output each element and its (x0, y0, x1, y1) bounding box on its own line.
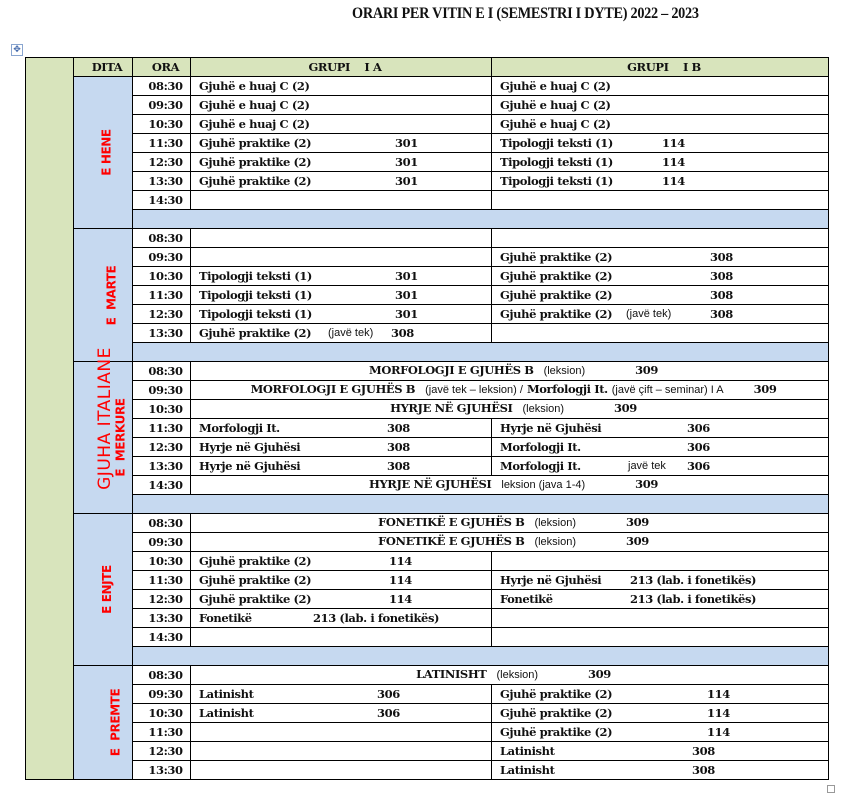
group-b-cell (492, 685, 829, 704)
course-name: Gjuhë praktike (2) (500, 268, 613, 283)
group-a-cell (191, 438, 492, 457)
room-number: 309 (635, 477, 658, 491)
time-cell: 11:30 (133, 134, 191, 153)
course-name: FONETIKË E GJUHËS B (378, 534, 525, 548)
room-number: 308 (710, 268, 733, 283)
cell-content (500, 591, 828, 608)
cell-content (199, 173, 491, 190)
time-cell: 14:30 (133, 476, 191, 495)
course-note: (leksion) (522, 403, 565, 415)
cell-content (500, 268, 828, 285)
course-name: Gjuhë praktike (2) (199, 154, 312, 169)
table-row (26, 723, 829, 742)
day-label: E ENJTE (99, 565, 114, 614)
room-number: 213 (lab. i fonetikës) (630, 572, 757, 587)
group-b-cell (492, 305, 829, 324)
cell-content (500, 154, 828, 171)
course-name: Fonetikë (199, 610, 252, 625)
header-group-b (492, 58, 829, 77)
course-note: (leksion) (543, 365, 586, 377)
course-note: (leksion) (534, 536, 577, 548)
cell-content (199, 325, 491, 342)
room-number: 308 (710, 287, 733, 302)
room-number: 213 (lab. i fonetikës) (313, 610, 440, 625)
page-title: ORARI PER VITIN E I (SEMESTRI I DYTE) 2022 – 2023 (352, 5, 699, 22)
course-name: Gjuhë e huaj C (2) (199, 78, 310, 93)
group-a-cell (191, 324, 492, 343)
table-row (26, 457, 829, 476)
cell-content (199, 591, 491, 608)
group-a-cell (191, 704, 492, 723)
group-a-cell (191, 609, 492, 628)
table-resize-handle-icon[interactable] (827, 785, 835, 793)
cell-content (199, 686, 491, 703)
table-row (26, 514, 829, 533)
time-cell: 12:30 (133, 305, 191, 324)
group-a-cell (191, 248, 492, 267)
group-b-cell (492, 115, 829, 134)
joint-course-cell (191, 476, 829, 495)
course-name-extra: Morfologji It. (526, 382, 608, 396)
time-cell: 08:30 (133, 362, 191, 381)
room-number: 213 (lab. i fonetikës) (630, 591, 757, 606)
room-number: 114 (389, 553, 412, 568)
table-row (26, 229, 829, 248)
room-number: 309 (753, 382, 777, 396)
header-group-a-label: GRUPI I A (308, 59, 382, 74)
joint-course-cell (191, 514, 829, 533)
day-cell (74, 77, 133, 229)
cell-content (199, 154, 491, 171)
table-row (26, 286, 829, 305)
header-row (26, 58, 829, 77)
course-name: Hyrje në Gjuhësi (500, 572, 602, 587)
course-name: Hyrje në Gjuhësi (500, 420, 602, 435)
group-b-cell (492, 248, 829, 267)
joint-course-cell (191, 362, 829, 381)
group-a-cell (191, 723, 492, 742)
course-name: Tipologji teksti (1) (199, 268, 312, 283)
time-cell: 10:30 (133, 552, 191, 571)
table-row (26, 609, 829, 628)
course-name: Latinisht (199, 686, 254, 701)
group-a-cell (191, 191, 492, 210)
course-name: FONETIKË E GJUHËS B (378, 515, 525, 529)
room-number: 308 (387, 420, 410, 435)
day-separator (133, 647, 829, 666)
room-number: 114 (707, 724, 730, 739)
course-name: Latinisht (500, 762, 555, 777)
time-cell: 13:30 (133, 324, 191, 343)
course-name: Gjuhë praktike (2) (500, 705, 613, 720)
table-row (26, 248, 829, 267)
header-dita: DITA (74, 58, 133, 77)
cell-content (500, 705, 828, 722)
room-number: 301 (395, 154, 418, 169)
course-name: Gjuhë praktike (2) (500, 724, 613, 739)
course-note: (leksion) (534, 517, 577, 529)
day-separator (133, 343, 829, 362)
time-cell: 09:30 (133, 533, 191, 552)
group-a-cell (191, 457, 492, 476)
course-name: MORFOLOGJI E GJUHËS B (369, 363, 534, 377)
joint-course-cell (191, 400, 829, 419)
room-number: 308 (692, 743, 715, 758)
time-cell: 13:30 (133, 457, 191, 476)
time-cell: 08:30 (133, 229, 191, 248)
time-cell: 13:30 (133, 761, 191, 780)
room-number: 308 (387, 458, 410, 473)
group-a-cell (191, 305, 492, 324)
course-note: (javë tek) (626, 307, 672, 320)
table-row (26, 666, 829, 685)
course-name: Morfologji It. (500, 439, 581, 454)
course-name: Gjuhë praktike (2) (500, 249, 613, 264)
header-group-b-label: GRUPI I B (627, 59, 701, 74)
table-row (26, 742, 829, 761)
course-note-extra: (javë çift – seminar) I A (611, 384, 724, 396)
course-note: (leksion) (496, 669, 539, 681)
time-cell: 08:30 (133, 514, 191, 533)
group-b-cell (492, 153, 829, 172)
day-separator-row (26, 210, 829, 229)
schedule-table (25, 57, 829, 780)
course-name: Gjuhë praktike (2) (199, 135, 312, 150)
room-number: 114 (662, 173, 685, 188)
group-b-cell (492, 229, 829, 248)
day-cell (74, 514, 133, 666)
cell-content (199, 135, 491, 152)
time-cell: 11:30 (133, 419, 191, 438)
table-row (26, 324, 829, 343)
room-number: 301 (395, 135, 418, 150)
cell-content (199, 458, 491, 475)
time-cell: 14:30 (133, 628, 191, 647)
table-row (26, 305, 829, 324)
cell-content (500, 420, 828, 437)
cell-content (199, 610, 491, 627)
room-number: 309 (626, 534, 649, 548)
course-name: LATINISHT (416, 667, 487, 681)
group-b-cell (492, 172, 829, 191)
table-row (26, 362, 829, 381)
course-name: Tipologji teksti (1) (500, 154, 613, 169)
group-a-cell (191, 134, 492, 153)
cell-content (199, 78, 491, 95)
course-name: Gjuhë praktike (2) (199, 553, 312, 568)
course-name: Fonetikë (500, 591, 553, 606)
table-row (26, 115, 829, 134)
day-separator-row (26, 495, 829, 514)
group-a-cell (191, 628, 492, 647)
group-a-cell (191, 229, 492, 248)
room-number: 114 (662, 135, 685, 150)
group-a-cell (191, 761, 492, 780)
group-b-cell (492, 761, 829, 780)
time-cell: 10:30 (133, 400, 191, 419)
time-cell: 10:30 (133, 267, 191, 286)
course-name: Gjuhë praktike (2) (199, 572, 312, 587)
joint-course-cell (191, 533, 829, 552)
group-b-cell (492, 723, 829, 742)
cell-content (199, 553, 491, 570)
room-number: 301 (395, 173, 418, 188)
cell-content (199, 287, 491, 304)
cell-content (500, 116, 828, 133)
header-ora: ORA (133, 58, 191, 77)
table-row (26, 400, 829, 419)
course-name: Gjuhë praktike (2) (199, 325, 312, 340)
time-cell: 09:30 (133, 381, 191, 400)
time-cell: 13:30 (133, 609, 191, 628)
course-name: Morfologji It. (199, 420, 280, 435)
course-name: Tipologji teksti (1) (500, 135, 613, 150)
joint-course-cell (191, 381, 829, 400)
group-a-cell (191, 172, 492, 191)
time-cell: 14:30 (133, 191, 191, 210)
course-note: javë tek (628, 459, 666, 472)
room-number: 309 (614, 401, 637, 415)
day-label: E HENE (99, 129, 114, 176)
table-row (26, 172, 829, 191)
time-cell: 11:30 (133, 286, 191, 305)
table-row (26, 761, 829, 780)
group-a-cell (191, 286, 492, 305)
cell-content (500, 762, 828, 779)
group-b-cell (492, 134, 829, 153)
room-number: 114 (662, 154, 685, 169)
group-a-cell (191, 419, 492, 438)
cell-content (199, 705, 491, 722)
cell-content (500, 743, 828, 760)
course-name: Hyrje në Gjuhësi (199, 458, 301, 473)
room-number: 306 (687, 420, 710, 435)
day-label: E MERKURE (113, 398, 128, 477)
course-name: Gjuhë praktike (2) (199, 591, 312, 606)
room-number: 308 (710, 249, 733, 264)
course-name: HYRJE NË GJUHËSI (369, 477, 492, 491)
cell-content (199, 420, 491, 437)
group-b-cell (492, 609, 829, 628)
time-cell: 09:30 (133, 685, 191, 704)
room-number: 306 (377, 686, 400, 701)
group-a-cell (191, 153, 492, 172)
room-number: 309 (626, 515, 649, 529)
time-cell: 08:30 (133, 666, 191, 685)
cell-content (500, 97, 828, 114)
time-cell: 11:30 (133, 571, 191, 590)
group-a-cell (191, 685, 492, 704)
room-number: 306 (687, 458, 710, 473)
room-number: 301 (395, 306, 418, 321)
table-row (26, 590, 829, 609)
group-b-cell (492, 324, 829, 343)
course-name: Gjuhë e huaj C (2) (199, 116, 310, 131)
course-name: Gjuhë praktike (2) (500, 306, 613, 321)
course-name: Gjuhë praktike (2) (500, 686, 613, 701)
table-row (26, 552, 829, 571)
table-row (26, 533, 829, 552)
time-cell: 09:30 (133, 248, 191, 267)
group-a-cell (191, 96, 492, 115)
table-row (26, 134, 829, 153)
group-b-cell (492, 419, 829, 438)
cell-content (500, 135, 828, 152)
group-b-cell (492, 191, 829, 210)
course-name: Gjuhë praktike (2) (199, 173, 312, 188)
day-separator-row (26, 343, 829, 362)
cell-content (500, 572, 828, 589)
cell-content (500, 458, 828, 475)
day-label: E PREMTE (108, 688, 123, 757)
room-number: 308 (391, 325, 414, 340)
group-b-cell (492, 286, 829, 305)
day-cell (74, 666, 133, 780)
room-number: 114 (707, 705, 730, 720)
cell-content (500, 439, 828, 456)
course-name: Latinisht (199, 705, 254, 720)
joint-course-cell (191, 666, 829, 685)
cell-content (500, 686, 828, 703)
time-cell: 12:30 (133, 742, 191, 761)
table-row (26, 476, 829, 495)
time-cell: 10:30 (133, 704, 191, 723)
group-a-cell (191, 115, 492, 134)
group-b-cell (492, 571, 829, 590)
cell-content (500, 249, 828, 266)
time-cell: 12:30 (133, 153, 191, 172)
table-row (26, 77, 829, 96)
room-number: 308 (692, 762, 715, 777)
course-note: (javë tek) (328, 326, 374, 339)
cell-content (199, 116, 491, 133)
cell-content (500, 173, 828, 190)
room-number: 308 (387, 439, 410, 454)
room-number: 114 (389, 591, 412, 606)
course-name: Tipologji teksti (1) (199, 306, 312, 321)
table-row (26, 153, 829, 172)
room-number: 301 (395, 268, 418, 283)
time-cell: 12:30 (133, 590, 191, 609)
group-a-cell (191, 590, 492, 609)
group-b-cell (492, 552, 829, 571)
table-row (26, 96, 829, 115)
cell-content (199, 572, 491, 589)
day-separator (133, 210, 829, 229)
course-name: Tipologji teksti (1) (199, 287, 312, 302)
course-name: Gjuhë e huaj C (2) (500, 97, 611, 112)
table-row (26, 191, 829, 210)
cell-content (199, 306, 491, 323)
cell-content (500, 724, 828, 741)
room-number: 309 (635, 363, 658, 377)
day-separator (133, 495, 829, 514)
group-a-cell (191, 742, 492, 761)
time-cell: 08:30 (133, 77, 191, 96)
table-row (26, 571, 829, 590)
course-name: Gjuhë e huaj C (2) (199, 97, 310, 112)
table-row (26, 381, 829, 400)
program-label: GJUHA ITALIANE (94, 346, 115, 490)
course-name: Hyrje në Gjuhësi (199, 439, 301, 454)
day-cell (74, 229, 133, 362)
group-a-cell (191, 571, 492, 590)
table-row (26, 628, 829, 647)
table-row (26, 685, 829, 704)
group-b-cell (492, 96, 829, 115)
course-note: (javë tek – leksion) / (425, 384, 523, 396)
group-b-cell (492, 77, 829, 96)
room-number: 301 (395, 287, 418, 302)
cell-content (500, 287, 828, 304)
course-name: Gjuhë e huaj C (2) (500, 116, 611, 131)
cell-content (199, 268, 491, 285)
course-name: Morfologji It. (500, 458, 581, 473)
group-a-cell (191, 267, 492, 286)
group-b-cell (492, 628, 829, 647)
group-a-cell (191, 552, 492, 571)
time-cell: 13:30 (133, 172, 191, 191)
course-name: HYRJE NË GJUHËSI (390, 401, 513, 415)
course-name: Gjuhë e huaj C (2) (500, 78, 611, 93)
room-number: 308 (710, 306, 733, 321)
room-number: 114 (707, 686, 730, 701)
group-b-cell (492, 457, 829, 476)
cell-content (500, 78, 828, 95)
cell-content (500, 306, 828, 323)
group-b-cell (492, 590, 829, 609)
cell-content (199, 439, 491, 456)
table-row (26, 267, 829, 286)
course-name: MORFOLOGJI E GJUHËS B (250, 382, 416, 396)
cell-content (199, 97, 491, 114)
day-separator-row (26, 647, 829, 666)
time-cell: 10:30 (133, 115, 191, 134)
table-row (26, 438, 829, 457)
group-b-cell (492, 742, 829, 761)
table-row (26, 419, 829, 438)
table-move-handle-icon[interactable]: ✥ (11, 44, 23, 56)
time-cell: 11:30 (133, 723, 191, 742)
header-group-a (191, 58, 492, 77)
course-name: Gjuhë praktike (2) (500, 287, 613, 302)
group-b-cell (492, 267, 829, 286)
course-name: Tipologji teksti (1) (500, 173, 613, 188)
time-cell: 12:30 (133, 438, 191, 457)
time-cell: 09:30 (133, 96, 191, 115)
room-number: 306 (687, 439, 710, 454)
course-note: leksion (java 1-4) (501, 479, 586, 491)
group-a-cell (191, 77, 492, 96)
room-number: 309 (588, 667, 611, 681)
group-b-cell (492, 438, 829, 457)
room-number: 114 (389, 572, 412, 587)
day-label: E MARTE (104, 265, 119, 325)
room-number: 306 (377, 705, 400, 720)
table-row (26, 704, 829, 723)
group-b-cell (492, 704, 829, 723)
course-name: Latinisht (500, 743, 555, 758)
